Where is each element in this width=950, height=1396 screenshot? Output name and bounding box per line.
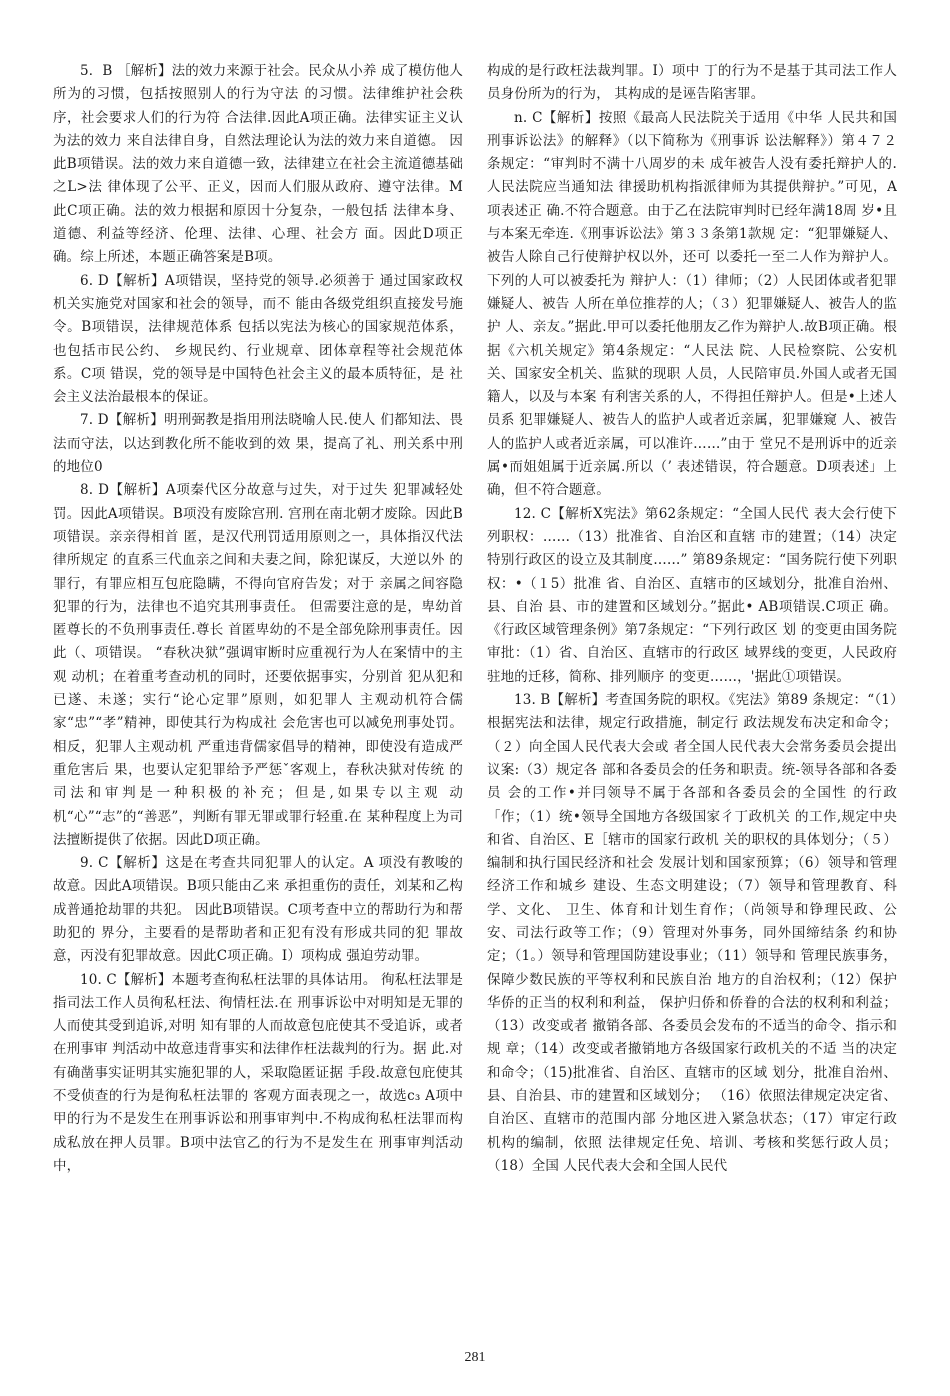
answer-12-paragraph: 12. C【解析X宪法》第62条规定：“全国人民代 表大会行使下列职权：……（13）批准省、自治区和直辖 市的建置；（14）决定特别行政区的设立及其制度……” 第89条规定：“国务院行使下列职权：•（１5）批准 省、自治区、直辖市的区域划分，批准自治州、县、自治 县、市的建置和区域划分。”据此• AB项错误.C项正 确。《行政区域管理条例》第7条规定：“下列行政区 划 的变更由国务院审批：（1）省、自治区、直辖市的行政区 域界线的变更，人民政府驻地的迁移，简称、排列顺序 的变更……，'据此①项错误。 bbox=[487, 505, 897, 685]
answer-11-paragraph: n. C【解析】按照《最高人民法院关于适用《中华 人民共和国刑事诉讼法》的解释》（以下简称为《刑事诉 讼法解释》）第４７２条规定：“审判时不满十八周岁的未 成年被告人没有委托辩护人的.人民法院应当通知法 律援助机构指派律师为其提供辩护。”可见，A项表述正 确.不符合题意。由于乙在法院审判时已经年满18周 岁•且与本案无牵连.《刑事诉讼法》第３３条第1款规 定：“犯罪嫌疑人、被告人除自己行使辩护权以外，还可 以委托一至二人作为辩护人。下列的人可以被委托为 辩护人：（1）律师；（2）人民团体或者犯罪嫌疑人、被告 人所在单位推荐的人；（３）犯罪嫌疑人、被告人的监护 人、亲友。”据此.甲可以委托他朋友乙作为辩护人.故B项正确。根据《六机关规定》第4条规定：“人民法 院、人民检察院、公安机关、国家安全机关、监狱的现职 人员，人民陪审员.外国人或者无国籍人，以及与本案 有利害关系的人，不得担任辩护人。但是•上述人员系 犯罪嫌疑人、被告人的监护人或者近亲属，犯罪嫌窥 人、被告人的监护人或者近亲属，可以准许……”由于 堂兄不是刑诉中的近亲属•而姐姐属于近亲属.所以（’ 表述错误，符合题意。D项表述」上确，但不符合题意。 bbox=[487, 109, 897, 499]
answer-5-paragraph: 5．B ［解析】法的效力来源于社会。民众从小养 成了模仿他人所为的习惯，包括按照别人的行为守法 的习惯。法律维护社会秩序，社会要求人们的行为符 合法律.因此A项正确。法律实证主义认为法的效力 来自法律自身，自然法理论认为法的效力来自道德。 因此B项错误。法的效力来自道德一致，法律建立在社会主流道德基础之L>法 律体现了公平、正义，因而人们服从政府、遵守法律。M 此C项正确。法的效力根据和原因十分复杂，一般包括 法律本身、道德、利益等经济、伦理、法律、心理、社会方 面。因此D项正确。综上所述，本题正确答案是B项。 bbox=[53, 63, 463, 266]
answer-6-paragraph: 6. D【解析】A项错误，坚持党的领导.必须善于 通过国家政权机关实施党对国家和社会的领导，而不 能由各级党组织直接发号施令。B项错误，法律规范体系 包括以宪法为核心的国家规范体系，也包括市民公约、 乡规民约、行业规章、团体章程等社会规范体系。C项 错误，党的领导是中国特色社会主义的最本质特征，是 社会主义法治最根本的保证。 bbox=[53, 272, 463, 406]
answer-8-paragraph: 8. D【解析】A项秦代区分故意与过失，对于过失 犯罪减轻处罚。因此A项错误。B项没有废除宫刑. 宫刑在南北朝才废除。因此B项错误。亲亲得相首 匿，是汉代刑罚适用原则之一，具体指汉代法律所规定 的直系三代血亲之间和夫妻之间，除犯谋反，大逆以外 的罪行，有罪应相互包庇隐瞒，不得向官府告发；对于 亲属之间容隐犯罪的行为，法律也不追究其刑事责任。 但需要注意的是，卑幼首匿尊长的不负刑事责任.尊长 首匿卑幼的不是全部免除刑事责任。因此（、项错误。 “春秋决狱”强调审断时应重视行为人在案情中的主观 动机；在着重考查动机的同时，还要依据事实，分别首 犯从犯和已遂、未遂；实行“论心定罪”原则，如犯罪人 主观动机符合儒家“忠”“孝”精神，即使其行为构成社 会危害也可以减免刑事处罚。相反，犯罪人主观动机 严重违背儒家倡导的精神，即使没有造成严重危害后 果，也要认定犯罪给予严惩ˇ客观上，春秋决狱对传统 的司法和审判是一种积极的补充；但是,如果专以主观 动机“心”“志”的“善恶”，判断有罪无罪或罪行轻重.在 某种程度上为司法擅断提供了依据。因此D项正确。 bbox=[53, 482, 463, 848]
answer-9-paragraph: 9. C【解析】这是在考查共同犯罪人的认定。A 项没有教唆的故意。因此A项错误。B项只能由乙来 承担重伤的责任，刘某和乙构成普通抢劫罪的共犯。 因此B项错误。C项考查中立的帮助行为和帮助犯的 界分，主要看的是帮助者和正犯有没有形成共同的犯 罪故意，丙没有犯罪故意。因此C项正确。I）项构成 强迫劳动罪。 bbox=[53, 855, 463, 965]
answer-10-paragraph: 10. C【解析】本题考查徇私枉法罪的具体诂用。 徇私枉法罪是指司法工作人员徇私枉法、徇情枉法.在 刑事诉讼中对明知是无罪的人而使其受到追诉,对明 知有罪的人而故意包庇使其不受追诉，或者在刑事审 判活动中故意违背事实和法律作枉法裁判的行为。据 此.对有确凿事实证明其实施犯罪的人，采取隐匿证据 手段.故意包庇使其不受侦查的行为是徇私枉法罪的 客观方面表现之一，故选c₃ A项中甲的行为不是发生在刑事诉讼和刑事审判中.不构成徇私枉法罪而构 成私放在押人员罪。B项中法官乙的行为不是发生在 刑事审判活动中， bbox=[53, 971, 463, 1174]
answer-13-paragraph: 13. B【解析】考查国务院的职权。《宪法》第89 条规定：“（1）根据宪法和法律，规定行政措施，制定行 政法规发布决定和命令；（２）向全国人民代表大会或 者全国人民代表大会常务委员会提出议案:（3）规定各 部和各委员会的任务和职责。统-领导各部和各委员 会的工作•并冃领导不属于各部和各委员会的全国性 的行政「作；（1）统•领导全国地方各级国家彳丁政机关 的工作,规定中央和省、自治区、E［辖市的国家行政机 关的职权的具体划分；（５）编制和执行国民经济和社会 发展计划和国家预算；（6）领导和管理经济工作和城乡 建设、生态文明建设；（7）领导和管理教育、科学、文化、 卫生、体育和计划生育作；（尚领导和铮理民政、公 安、司法行政等工作；（9）管理对外事务，同外国缔结条 约和协定；（1。）领导和管理国防建设事业；（11）领导和 管理民族事务，保障少数民族的平等权利和民族自治 地方的自治权利；（12）保护华侨的正当的权利和利益， 保护归侨和侨眷的合法的权利和利益；（13）改变或者 撤销各部、各委员会发布的不适当的命令、指示和规 章；（14）改变或者撤销地方各级国家行政机关的不适 当的决定和命令；（15)批准省、自治区、直辖市的区域 划分，批准自治州、县、自治县、市的建置和区域划分； （16）依照法律规定决定省、自治区、直辖市的范围内部 分地区进入紧急状态；（17）审定行政机构的编制，依照 法律规定任免、培训、考核和奖惩行政人员；（18）全国 人民代表大会和全国人民代 bbox=[487, 692, 897, 1174]
answer-10-continuation: 构成的是行政枉法裁判罪。I）项中 丁的行为不是基于其司法工作人员身份所为的行为， 其构成的是诬告陷害罪。 bbox=[487, 63, 897, 103]
right-column bbox=[487, 60, 897, 1178]
answer-7-paragraph: 7. D【解析】明刑弼教是指用刑法晓喻人民.使人 们都知法、畏法而守法，以达到教化所不能收到的效 果，提高了礼、刑关系中刑的地位0 bbox=[53, 412, 463, 476]
page-number: 281 bbox=[464, 1350, 486, 1365]
left-column bbox=[53, 60, 463, 1178]
